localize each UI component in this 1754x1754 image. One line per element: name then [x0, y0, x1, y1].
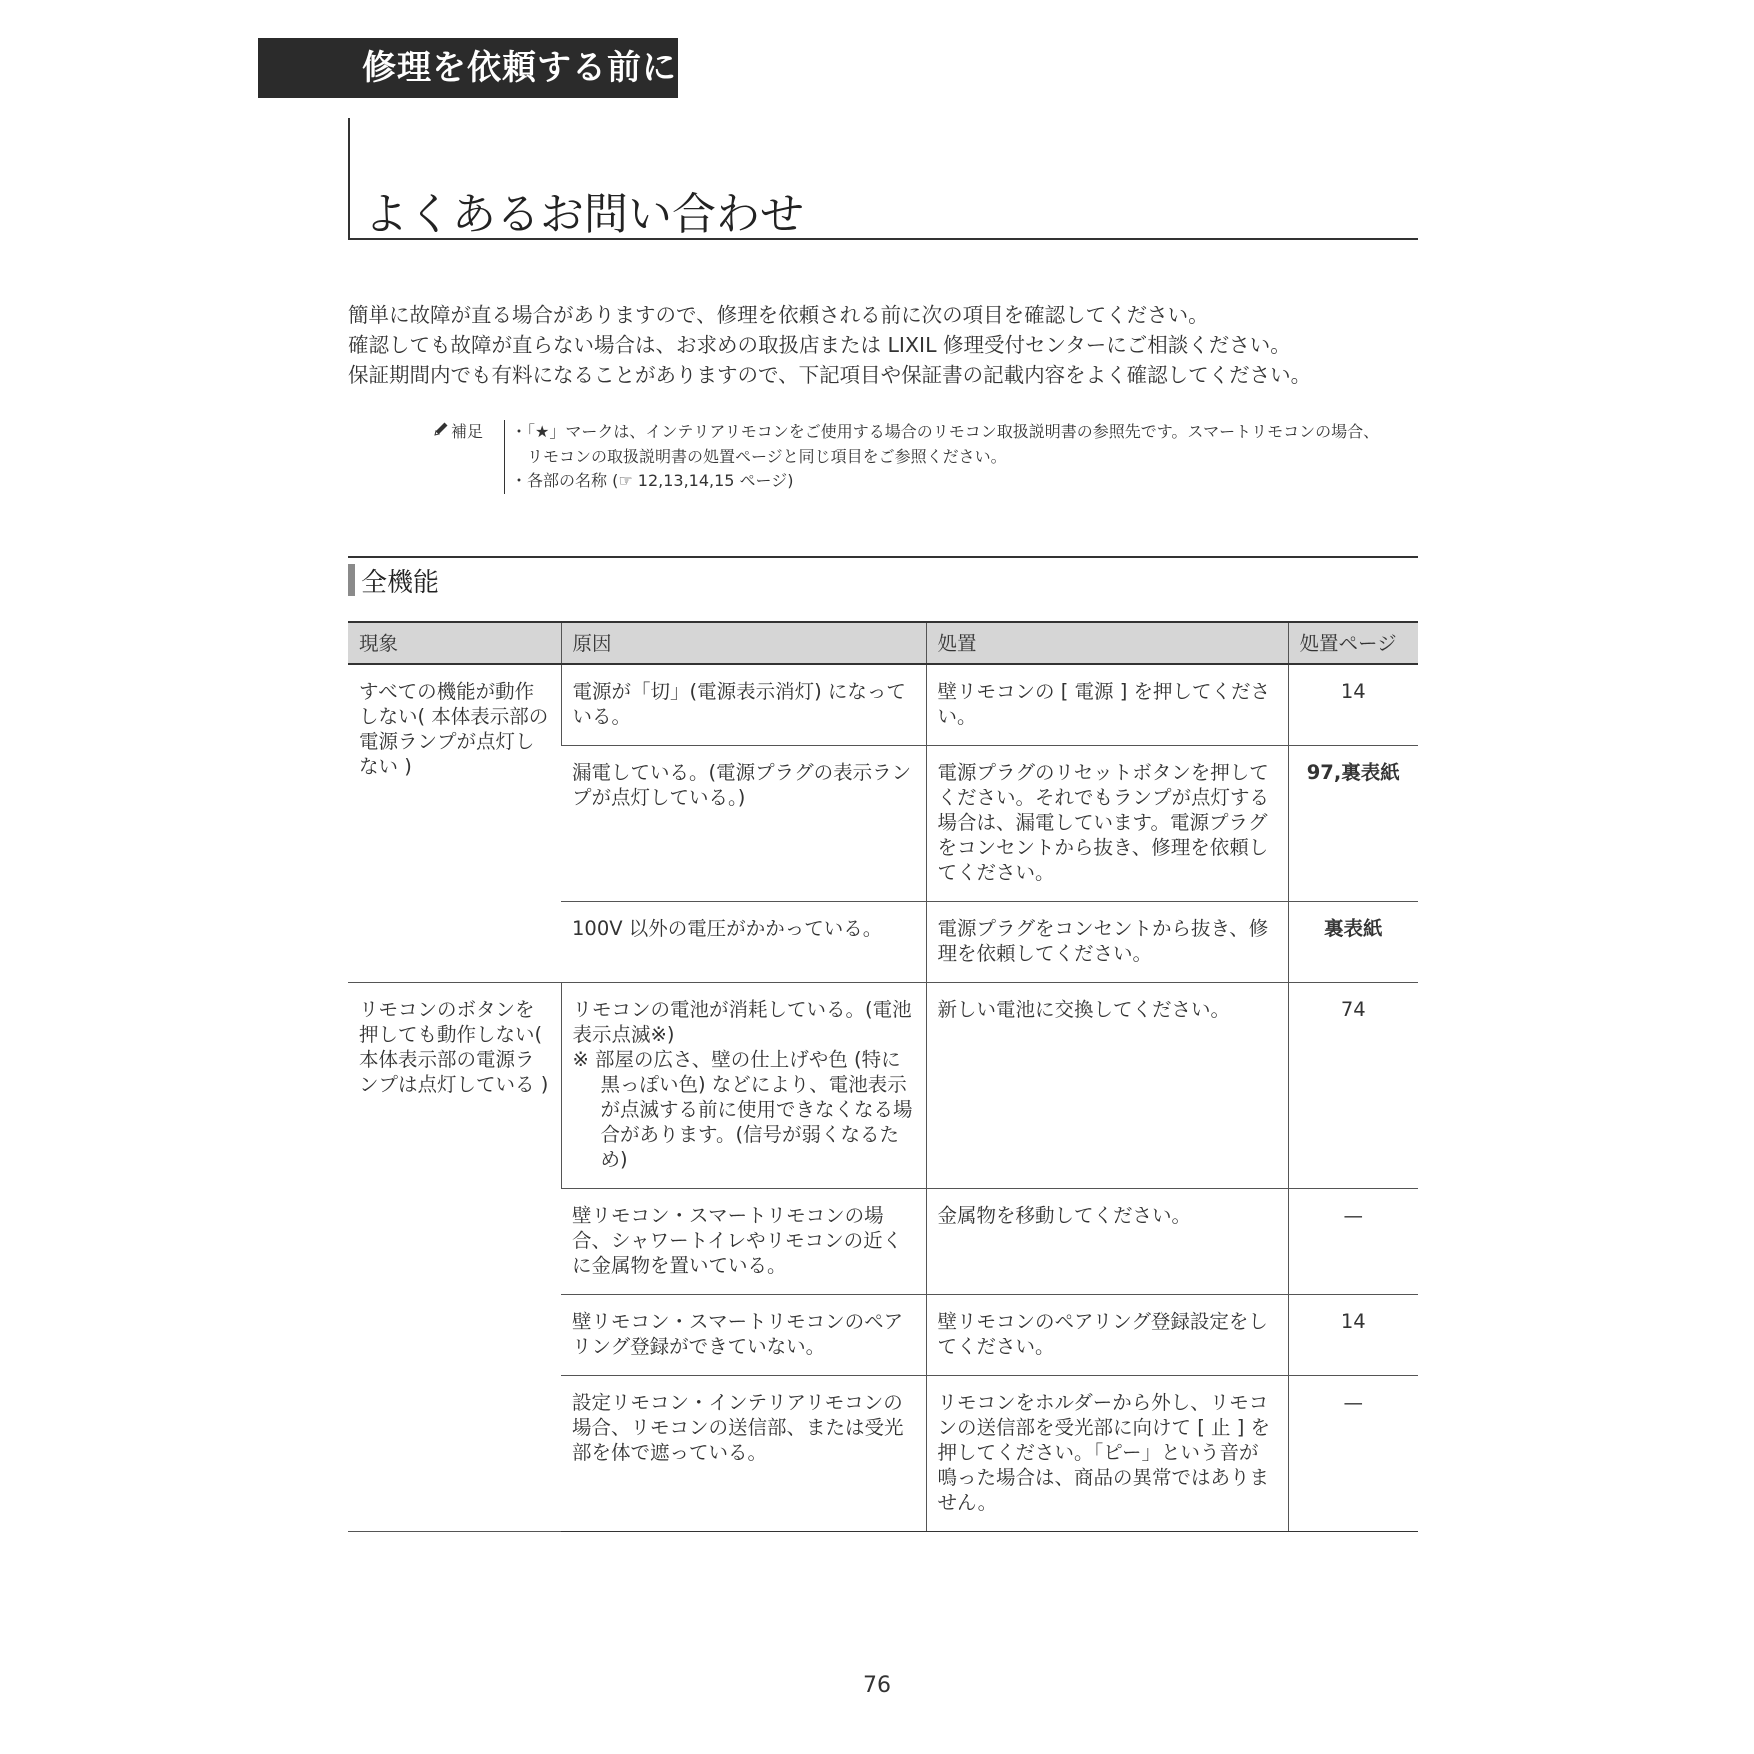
cause-cell: 壁リモコン・スマートリモコンのペアリング登録ができていない。 — [561, 1294, 926, 1375]
troubleshooting-table — [348, 621, 1418, 1532]
page-number: 76 — [863, 1673, 891, 1698]
chapter-title-bar — [258, 38, 678, 98]
intro-line: 簡単に故障が直る場合がありますので、修理を依頼される前に次の項目を確認してください。 — [348, 303, 1209, 327]
page-ref-cell: — — [1288, 1188, 1418, 1294]
note-line: ・「★」マークは、インテリアリモコンをご使用する場合のリモコン取扱説明書の参照先です。スマートリモコンの場合、 — [511, 422, 1380, 441]
action-cell: 電源プラグのリセットボタンを押してください。それでもランプが点灯する場合は、漏電しています。電源プラグをコンセントから抜き、修理を依頼してください。 — [926, 745, 1288, 901]
column-header: 処置 — [926, 622, 1288, 664]
table-header-row — [348, 622, 1418, 664]
symptom-cell: すべての機能が動作しない( 本体表示部の電源ランプが点灯しない ) — [348, 664, 561, 982]
intro-line: 保証期間内でも有料になることがありますので、下記項目や保証書の記載内容をよく確認してください。 — [348, 363, 1312, 387]
cause-cell: 漏電している。(電源プラグの表示ランプが点灯している。) — [561, 745, 926, 901]
action-cell: 金属物を移動してください。 — [926, 1188, 1288, 1294]
note-line: ・各部の名称 (☞ 12,13,14,15 ページ) — [511, 471, 794, 490]
table-row — [348, 982, 1418, 1188]
note-body — [504, 420, 1451, 494]
note-label — [433, 420, 483, 445]
page-ref-cell: 14 — [1288, 1294, 1418, 1375]
title-block — [348, 118, 1418, 240]
section-marker — [348, 564, 355, 596]
symptom-cell: リモコンのボタンを押しても動作しない( 本体表示部の電源ランプは点灯している ) — [348, 982, 561, 1531]
action-cell: 新しい電池に交換してください。 — [926, 982, 1288, 1188]
note-line: リモコンの取扱説明書の処置ページと同じ項目をご参照ください。 — [511, 446, 1007, 466]
section-heading — [348, 556, 1418, 598]
chapter-title: 修理を依頼する前に — [362, 48, 677, 88]
cause-cell: 電源が「切」(電源表示消灯) になっている。 — [561, 664, 926, 745]
column-header: 現象 — [348, 622, 561, 664]
action-cell: 壁リモコンの [ 電源 ] を押してください。 — [926, 664, 1288, 745]
cause-cell: 100V 以外の電圧がかかっている。 — [561, 901, 926, 982]
cause-cell: 壁リモコン・スマートリモコンの場合、シャワートイレやリモコンの近くに金属物を置いている。 — [561, 1188, 926, 1294]
page-ref-cell: 97,裏表紙 — [1288, 745, 1418, 901]
cause-footnote: ※ 部屋の広さ、壁の仕上げや色 (特に黒っぽい色) などにより、電池表示が点滅する前に使用できなくなる場合があります。(信号が弱くなるため) — [572, 1047, 913, 1171]
intro-text — [348, 300, 1311, 390]
cause-text: リモコンの電池が消耗している。(電池表示点滅※) — [572, 997, 912, 1046]
page-ref-cell: 裏表紙 — [1288, 901, 1418, 982]
action-cell: 電源プラグをコンセントから抜き、修理を依頼してください。 — [926, 901, 1288, 982]
page-ref-cell: 14 — [1288, 664, 1418, 745]
pencil-icon — [433, 420, 451, 445]
cause-cell — [561, 982, 926, 1188]
column-header: 処置ページ — [1288, 622, 1418, 664]
page-title: よくあるお問い合わせ — [364, 189, 804, 240]
cause-cell: 設定リモコン・インテリアリモコンの場合、リモコンの送信部、または受光部を体で遮っている。 — [561, 1375, 926, 1531]
note-label-text: 補足 — [451, 422, 484, 441]
action-cell: 壁リモコンのペアリング登録設定をしてください。 — [926, 1294, 1288, 1375]
intro-line: 確認しても故障が直らない場合は、お求めの取扱店または LIXIL 修理受付センターにご相談ください。 — [348, 333, 1291, 357]
section-title: 全機能 — [361, 568, 440, 598]
page-ref-cell: 74 — [1288, 982, 1418, 1188]
column-header: 原因 — [561, 622, 926, 664]
page-ref-cell: — — [1288, 1375, 1418, 1531]
action-cell: リモコンをホルダーから外し、リモコンの送信部を受光部に向けて [ 止 ] を押してください。「ピー」という音が鳴った場合は、商品の異常ではありません。 — [926, 1375, 1288, 1531]
table-row — [348, 664, 1418, 745]
